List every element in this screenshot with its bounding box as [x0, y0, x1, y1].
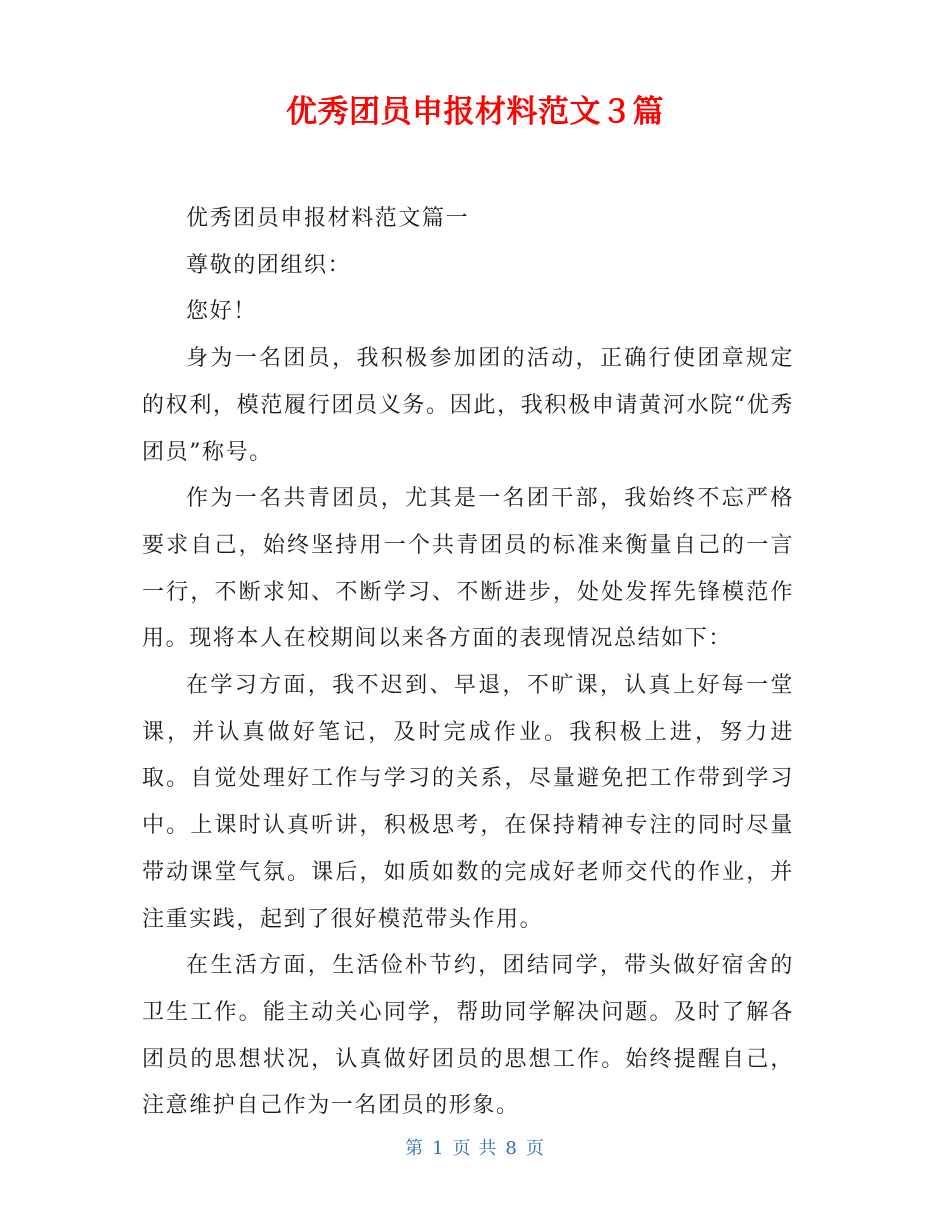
page-footer [0, 1134, 950, 1160]
paragraph-study: 在学习方面，我不迟到、早退，不旷课，认真上好每一堂课，并认真做好笔记，及时完成作业。我积极上进，努力进取。自觉处理好工作与学习的关系，尽量避免把工作带到学习中。上课时认真听讲，积极思考，在保持精神专注的同时尽量带动课堂气氛。课后，如质如数的完成好老师交代的作业，并注重实践，起到了很好模范带头作用。 [142, 673, 794, 932]
footer-prefix: 第 [405, 1138, 425, 1159]
footer-total-pages: 8 [505, 1138, 518, 1159]
paragraph-heading: 优秀团员申报材料范文篇一 [186, 206, 470, 231]
footer-middle: 页 共 [452, 1138, 498, 1159]
paragraph-life: 在生活方面，生活俭朴节约，团结同学，带头做好宿舍的卫生工作。能主动关心同学，帮助同学解决问题。及时了解各团员的思想状况，认真做好团员的思想工作。始终提醒自己，注意维护自己作为一名团员的形象。 [142, 953, 794, 1119]
footer-suffix: 页 [525, 1138, 545, 1159]
footer-current-page: 1 [432, 1138, 445, 1159]
document-body [142, 196, 794, 1130]
document-title: 优秀团员申报材料范文３篇 [286, 94, 664, 130]
paragraph-salutation: 尊敬的团组织： [186, 252, 352, 278]
paragraph-intro: 身为一名团员，我积极参加团的活动，正确行使团章规定的权利，模范履行团员义务。因此，我积极申请黄河水院“优秀团员”称号。 [142, 346, 794, 465]
paragraph-greeting: 您好！ [186, 299, 257, 325]
paragraph-self-requirement: 作为一名共青团员，尤其是一名团干部，我始终不忘严格要求自己，始终坚持用一个共青团员的标准来衡量自己的一言一行，不断求知、不断学习、不断进步，处处发挥先锋模范作用。现将本人在校期间以来各方面的表现情况总结如下： [142, 486, 794, 652]
